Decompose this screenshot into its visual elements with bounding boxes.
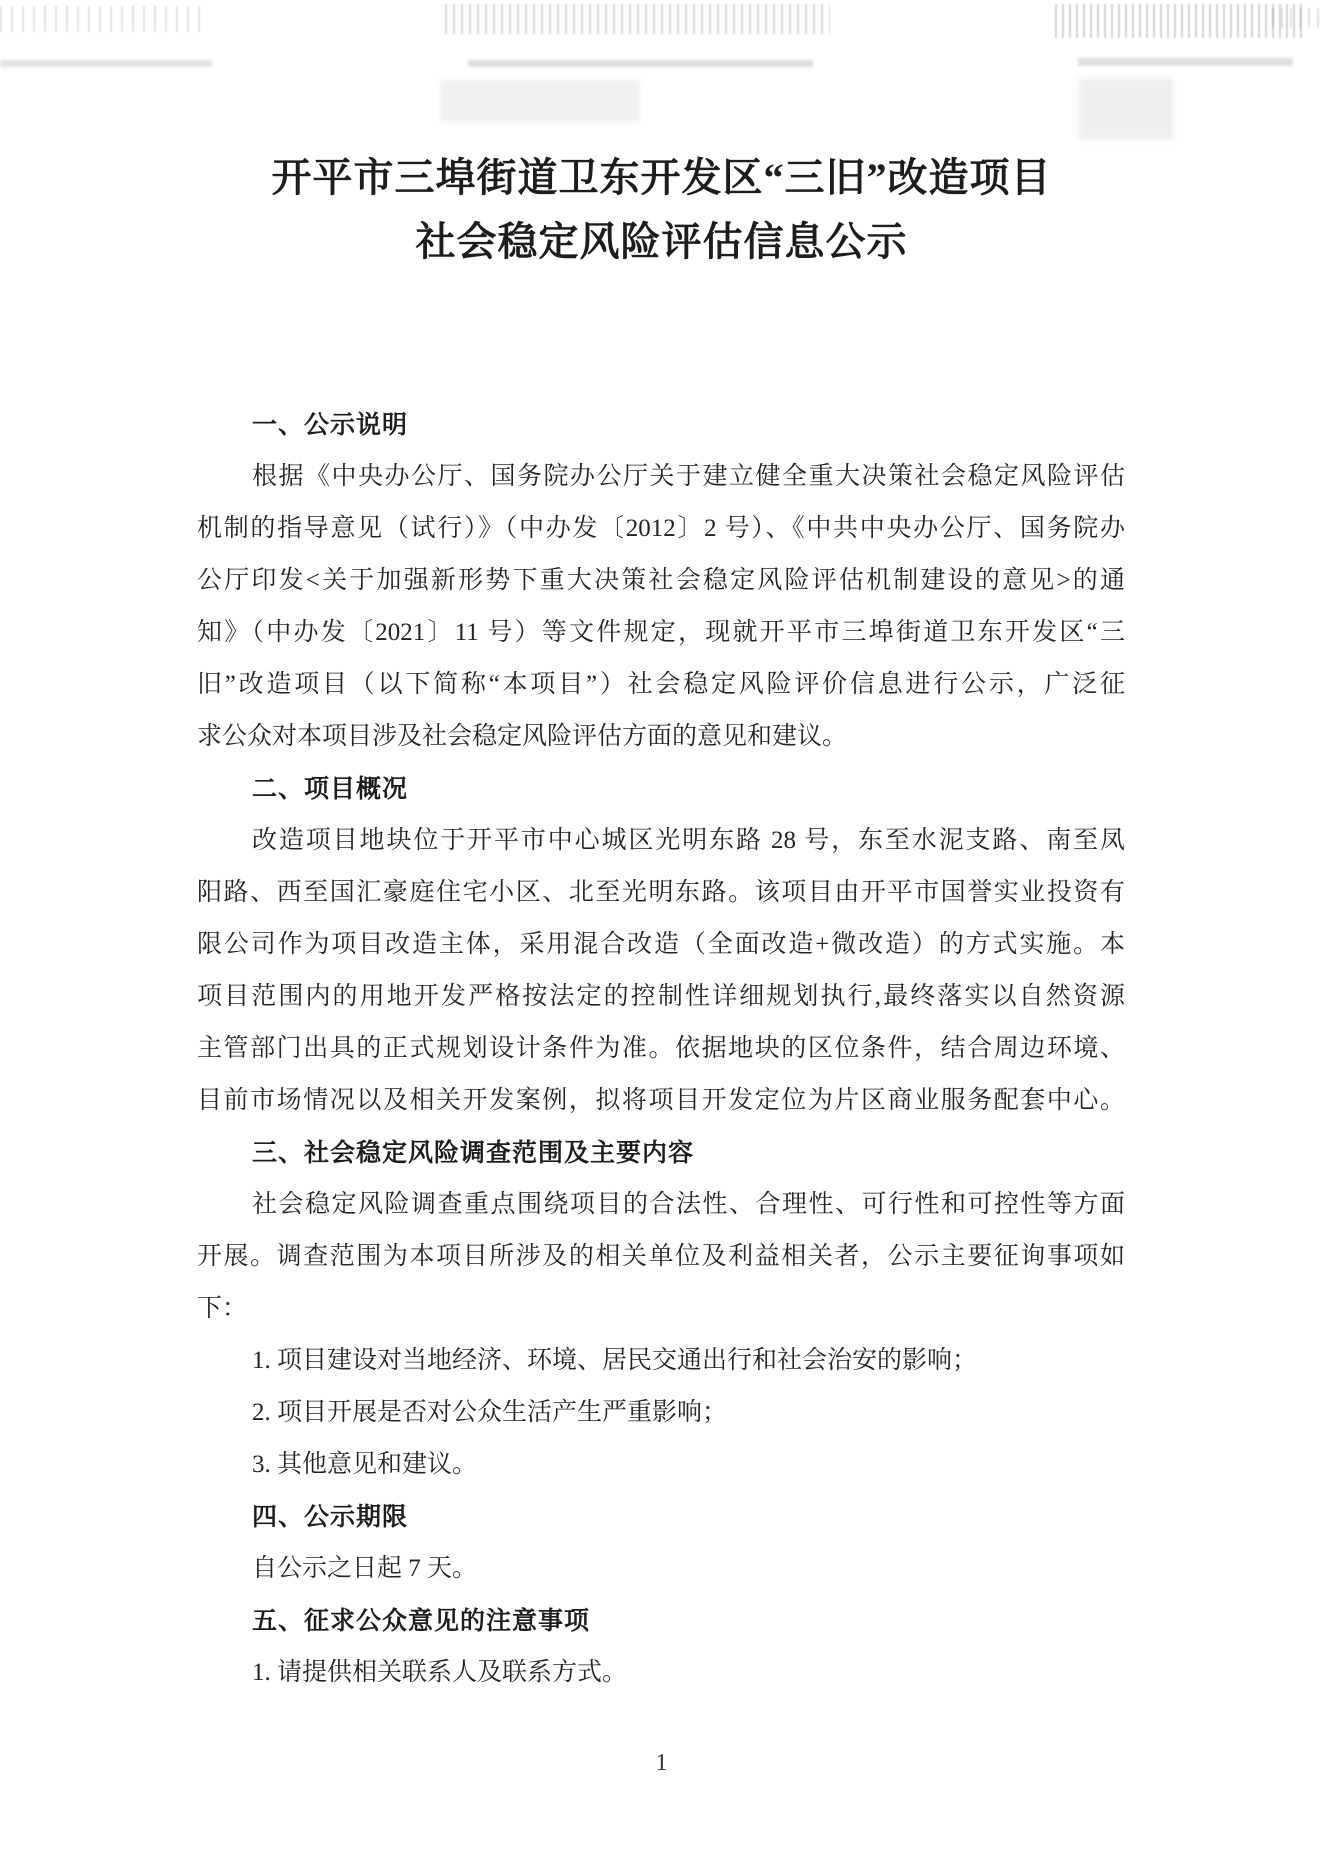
scan-noise xyxy=(1078,58,1293,66)
scan-noise xyxy=(1055,4,1305,38)
scan-noise xyxy=(0,6,205,32)
scan-noise xyxy=(468,60,813,67)
text-line: 目前市场情况以及相关开发案例，拟将项目开发定位为片区商业服务配套中心。 xyxy=(197,1087,1125,1114)
scan-noise xyxy=(1078,78,1173,140)
text-line: 根据《中央办公厅、国务院办公厅关于建立健全重大决策社会稳定风险评估 xyxy=(252,463,1125,490)
section-heading: 一、公示说明 xyxy=(252,411,409,439)
section-heading: 二、项目概况 xyxy=(252,775,409,803)
scan-noise xyxy=(440,80,640,122)
document-body xyxy=(197,399,1125,1699)
text-line: 限公司作为项目改造主体，采用混合改造（全面改造+微改造）的方式实施。本 xyxy=(197,931,1125,958)
text-line: 开展。调查范围为本项目所涉及的相关单位及利益相关者，公示主要征询事项如 xyxy=(197,1243,1125,1270)
text-line: 改造项目地块位于开平市中心城区光明东路 28 号，东至水泥支路、南至凤 xyxy=(252,827,1125,854)
text-line: 公厅印发<关于加强新形势下重大决策社会稳定风险评估机制建设的意见>的通 xyxy=(197,567,1125,594)
text-line: 1. 项目建设对当地经济、环境、居民交通出行和社会治安的影响； xyxy=(252,1347,978,1374)
title-line-1: 开平市三埠街道卫东开发区“三旧”改造项目 xyxy=(271,155,1052,200)
document-title xyxy=(0,146,1323,274)
text-line: 知》（中办发〔2021〕11 号）等文件规定，现就开平市三埠街道卫东开发区“三 xyxy=(197,619,1125,646)
section-heading: 四、公示期限 xyxy=(252,1503,409,1531)
text-line: 阳路、西至国汇豪庭住宅小区、北至光明东路。该项目由开平市国誉实业投资有 xyxy=(197,879,1125,906)
text-line: 项目范围内的用地开发严格按法定的控制性详细规划执行,最终落实以自然资源 xyxy=(197,983,1125,1010)
text-line: 主管部门出具的正式规划设计条件为准。依据地块的区位条件，结合周边环境、 xyxy=(197,1035,1125,1062)
text-line: 旧”改造项目（以下简称“本项目”）社会稳定风险评价信息进行公示，广泛征 xyxy=(197,671,1125,698)
page-number: 1 xyxy=(655,1750,668,1776)
section-heading: 五、征求公众意见的注意事项 xyxy=(252,1607,591,1635)
text-line: 社会稳定风险调查重点围绕项目的合法性、合理性、可行性和可控性等方面 xyxy=(252,1191,1125,1218)
section-heading: 三、社会稳定风险调查范围及主要内容 xyxy=(252,1139,695,1167)
scan-noise xyxy=(445,4,830,34)
text-line: 3. 其他意见和建议。 xyxy=(252,1451,478,1478)
scan-noise xyxy=(1272,8,1320,28)
text-line: 下： xyxy=(197,1295,248,1322)
text-line: 求公众对本项目涉及社会稳定风险评估方面的意见和建议。 xyxy=(197,723,848,750)
scan-noise xyxy=(0,60,212,67)
text-line: 机制的指导意见（试行）》（中办发〔2012〕2 号）、《中共中央办公厅、国务院办 xyxy=(197,515,1125,542)
title-line-2: 社会稳定风险评估信息公示 xyxy=(415,219,908,264)
text-line: 1. 请提供相关联系人及联系方式。 xyxy=(252,1659,628,1686)
text-line: 2. 项目开展是否对公众生活产生严重影响； xyxy=(252,1399,728,1426)
text-line: 自公示之日起 7 天。 xyxy=(252,1555,478,1582)
